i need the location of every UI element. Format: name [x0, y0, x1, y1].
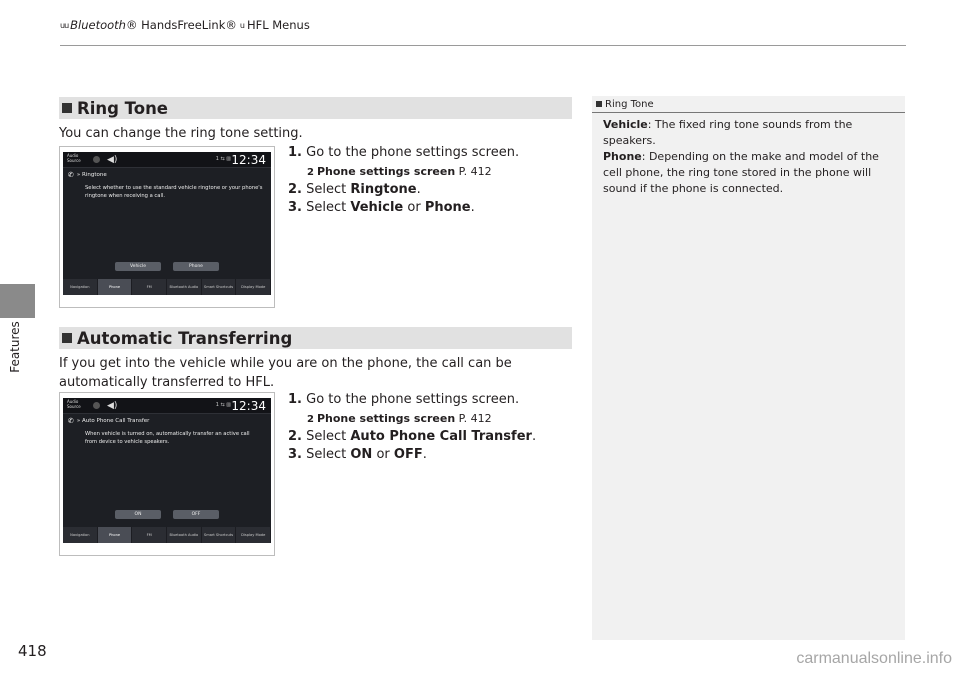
- ring-xref[interactable]: 2 Phone settings screen P. 412: [307, 165, 492, 178]
- section-intro: If you get into the vehicle while you are on the phone, the call can be automatically transferred to HFL.: [59, 356, 512, 390]
- phone-button[interactable]: Phone: [173, 262, 219, 271]
- status-icons: 1 ⇆ ▥: [215, 156, 231, 162]
- info-icon: [93, 156, 100, 163]
- off-button[interactable]: OFF: [173, 510, 219, 519]
- section-title: Ring Tone: [77, 98, 168, 118]
- screen-nav-bar: [63, 279, 271, 295]
- nav-fm[interactable]: FM: [132, 527, 167, 543]
- nav-bluetooth-audio[interactable]: Bluetooth Audio: [167, 527, 202, 543]
- on-button[interactable]: ON: [115, 510, 161, 519]
- watermark: carmanualsonline.info: [796, 650, 952, 667]
- nav-display-mode[interactable]: Display Mode: [236, 279, 271, 295]
- screen-title: ✆ » Auto Phone Call Transfer: [68, 417, 150, 425]
- ring-step-2: 2. Select Ringtone.: [288, 182, 421, 197]
- screen-clock: 12:34: [231, 399, 266, 413]
- section-square-icon: [62, 103, 72, 113]
- nav-display-mode[interactable]: Display Mode: [236, 527, 271, 543]
- vehicle-button[interactable]: Vehicle: [115, 262, 161, 271]
- breadcrumb-hfl-menus: HFL Menus: [246, 18, 310, 32]
- page-number: 418: [18, 642, 47, 660]
- side-note-heading: Ring Tone: [592, 96, 905, 112]
- breadcrumb-arrows-icon: uu: [60, 20, 69, 30]
- screen-status-bar: [63, 398, 271, 414]
- section-heading-ring-tone: [59, 97, 572, 119]
- nav-phone[interactable]: Phone: [98, 527, 133, 543]
- ringtone-display: [63, 152, 271, 295]
- nav-smart-shortcuts[interactable]: Smart Shortcuts: [202, 279, 237, 295]
- nav-phone[interactable]: Phone: [98, 279, 133, 295]
- info-icon: [93, 402, 100, 409]
- header-rule: [60, 45, 906, 46]
- cross-reference-icon: 2: [307, 167, 314, 178]
- ring-step-3: 3. Select Vehicle or Phone.: [288, 200, 475, 215]
- nav-smart-shortcuts[interactable]: Smart Shortcuts: [202, 527, 237, 543]
- nav-bluetooth-audio[interactable]: Bluetooth Audio: [167, 279, 202, 295]
- section-square-icon: [62, 333, 72, 343]
- screen-title: ✆ » Ringtone: [68, 171, 107, 179]
- chapter-tab-marker: [0, 284, 35, 318]
- screen-message: When vehicle is turned on, automatically transfer an active call from device to vehicle speakers.: [85, 431, 250, 445]
- section-title: Automatic Transferring: [77, 328, 293, 348]
- breadcrumb-arrow-icon: u: [239, 20, 245, 30]
- breadcrumb: [60, 18, 310, 32]
- breadcrumb-bluetooth: Bluetooth: [70, 18, 126, 32]
- breadcrumb-handsfreelink: ® HandsFreeLink®: [125, 18, 237, 32]
- section-heading-automatic-transferring: [59, 327, 572, 349]
- ringtone-screen-image: [59, 146, 275, 308]
- phone-icon: ✆: [68, 171, 74, 179]
- note-marker-icon: [596, 101, 602, 107]
- speaker-icon: ◀): [107, 401, 118, 411]
- note-vehicle: Vehicle: The fixed ring tone sounds from the speakers.: [603, 118, 853, 147]
- screen-clock: 12:34: [231, 153, 266, 167]
- transfer-step-3: 3. Select ON or OFF.: [288, 447, 427, 462]
- transfer-xref[interactable]: 2 Phone settings screen P. 412: [307, 412, 492, 425]
- note-phone: Phone: Depending on the make and model of the cell phone, the ring tone stored in the phone will sound if the phone is connected.: [603, 150, 879, 195]
- chapter-tab-label: Features: [8, 321, 22, 373]
- auto-transfer-display: [63, 398, 271, 543]
- status-icons: 1 ⇆ ▥: [215, 402, 231, 408]
- speaker-icon: ◀): [107, 155, 118, 165]
- transfer-step-2: 2. Select Auto Phone Call Transfer.: [288, 429, 537, 444]
- side-note-panel: [592, 96, 905, 640]
- phone-icon: ✆: [68, 417, 74, 425]
- screen-message: Select whether to use the standard vehicle ringtone or your phone's ringtone when receiving a call.: [85, 185, 263, 199]
- side-note-rule: [592, 112, 905, 113]
- screen-nav-bar: [63, 527, 271, 543]
- side-note-body: [603, 117, 893, 197]
- nav-fm[interactable]: FM: [132, 279, 167, 295]
- audio-source-label: Audio Source: [67, 153, 81, 163]
- audio-source-label: Audio Source: [67, 399, 81, 409]
- transfer-step-1: 1. Go to the phone settings screen.: [288, 392, 520, 407]
- ring-step-1: 1. Go to the phone settings screen.: [288, 145, 520, 160]
- nav-navigation[interactable]: Navigation: [63, 527, 98, 543]
- auto-transfer-screen-image: [59, 392, 275, 556]
- screen-status-bar: [63, 152, 271, 168]
- cross-reference-icon: 2: [307, 414, 314, 425]
- section-intro: You can change the ring tone setting.: [59, 126, 303, 141]
- nav-navigation[interactable]: Navigation: [63, 279, 98, 295]
